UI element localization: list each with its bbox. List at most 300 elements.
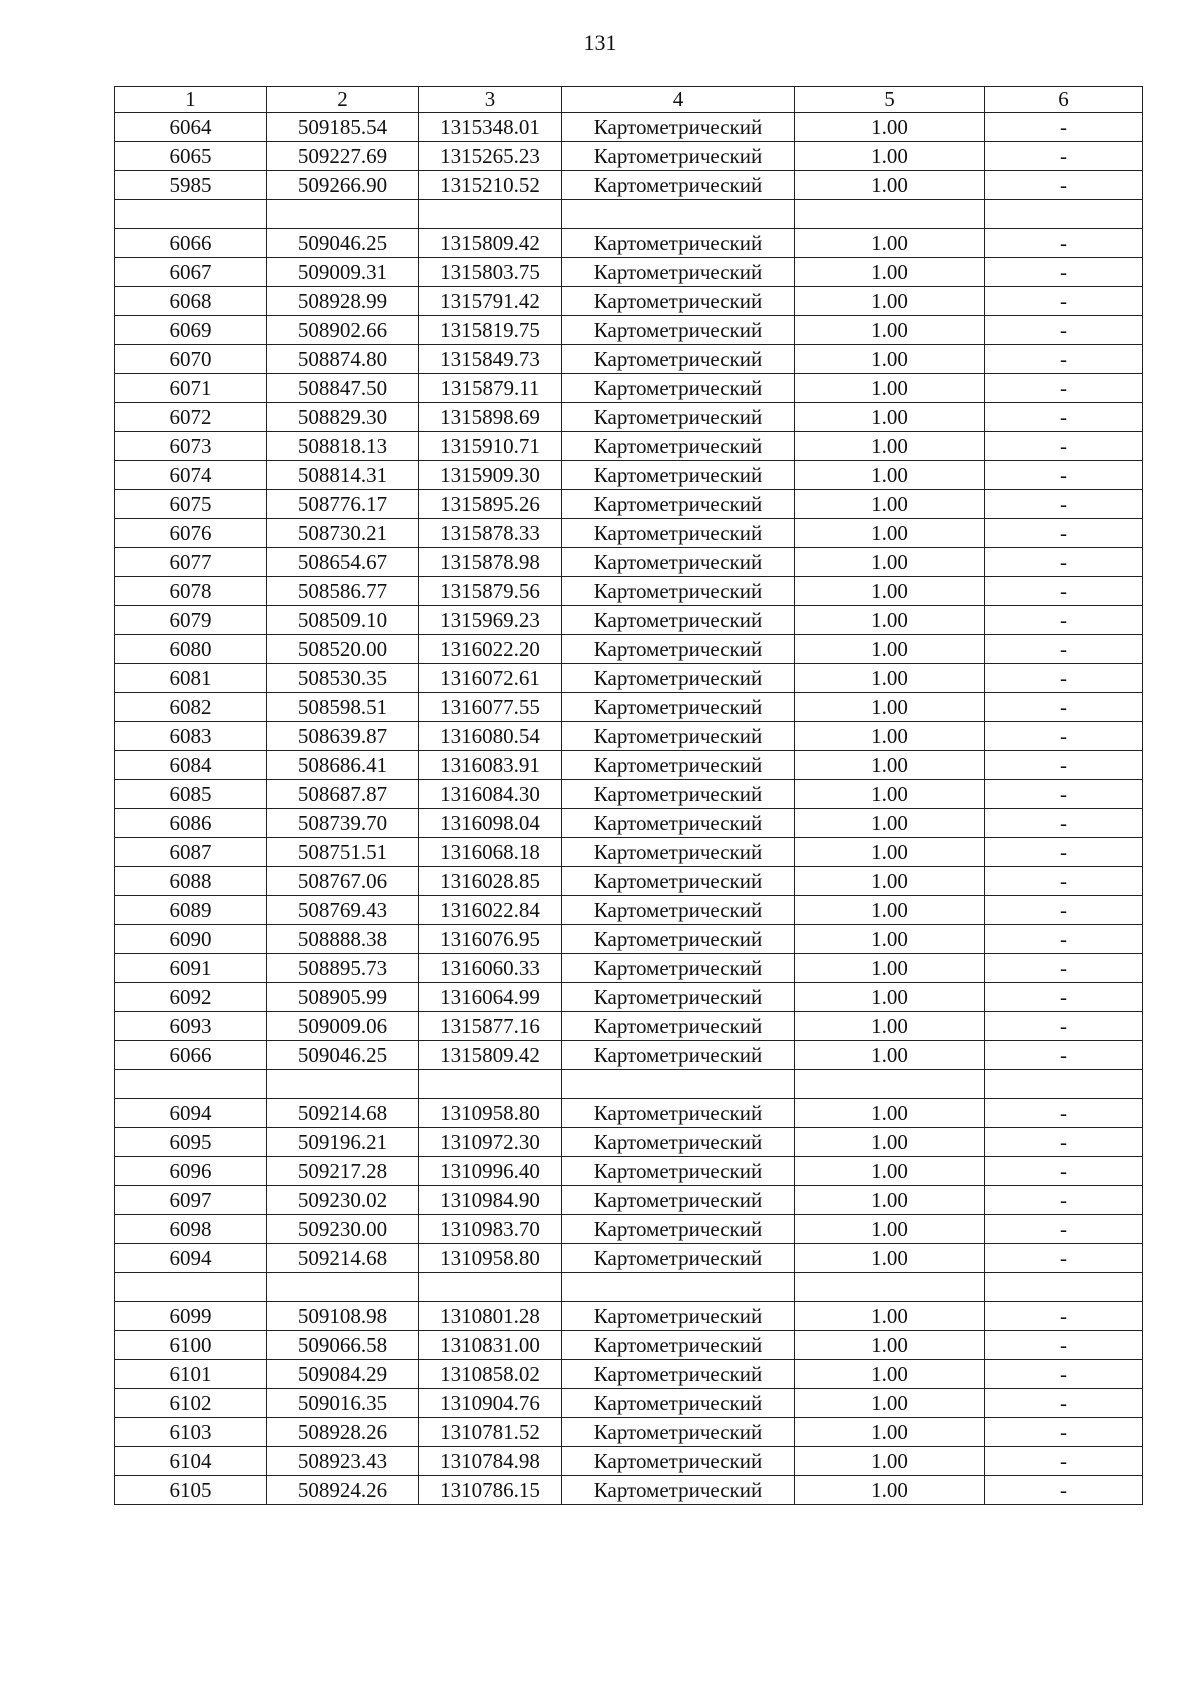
accuracy-cell: 1.00 <box>795 1041 985 1070</box>
point-number-cell: 6064 <box>115 113 267 142</box>
point-number-cell: 6100 <box>115 1331 267 1360</box>
description-cell: - <box>985 1128 1143 1157</box>
description-cell: - <box>985 1418 1143 1447</box>
point-number-cell: 6094 <box>115 1244 267 1273</box>
point-number-cell: 6066 <box>115 229 267 258</box>
method-cell: Картометрический <box>562 693 795 722</box>
x-coordinate-cell: 509046.25 <box>267 229 419 258</box>
x-coordinate-cell: 508739.70 <box>267 809 419 838</box>
description-cell <box>985 1273 1143 1302</box>
point-number-cell: 5985 <box>115 171 267 200</box>
method-cell: Картометрический <box>562 1476 795 1505</box>
y-coordinate-cell: 1315878.98 <box>419 548 562 577</box>
y-coordinate-cell: 1316084.30 <box>419 780 562 809</box>
description-cell: - <box>985 287 1143 316</box>
method-cell: Картометрический <box>562 519 795 548</box>
y-coordinate-cell: 1316028.85 <box>419 867 562 896</box>
point-number-cell: 6104 <box>115 1447 267 1476</box>
accuracy-cell: 1.00 <box>795 1012 985 1041</box>
column-header: 6 <box>985 87 1143 113</box>
description-cell: - <box>985 635 1143 664</box>
table-row <box>115 896 1143 925</box>
description-cell: - <box>985 316 1143 345</box>
description-cell <box>985 1070 1143 1099</box>
table-row <box>115 142 1143 171</box>
x-coordinate-cell: 508686.41 <box>267 751 419 780</box>
x-coordinate-cell: 508687.87 <box>267 780 419 809</box>
table-header <box>115 87 1143 113</box>
point-number-cell: 6091 <box>115 954 267 983</box>
accuracy-cell: 1.00 <box>795 461 985 490</box>
description-cell: - <box>985 490 1143 519</box>
x-coordinate-cell: 508895.73 <box>267 954 419 983</box>
y-coordinate-cell: 1315210.52 <box>419 171 562 200</box>
x-coordinate-cell: 508905.99 <box>267 983 419 1012</box>
description-cell <box>985 200 1143 229</box>
method-cell: Картометрический <box>562 229 795 258</box>
method-cell: Картометрический <box>562 838 795 867</box>
table-row <box>115 1070 1143 1099</box>
table-row <box>115 1041 1143 1070</box>
x-coordinate-cell <box>267 1070 419 1099</box>
accuracy-cell: 1.00 <box>795 1331 985 1360</box>
method-cell: Картометрический <box>562 780 795 809</box>
y-coordinate-cell: 1315879.56 <box>419 577 562 606</box>
accuracy-cell <box>795 1273 985 1302</box>
method-cell: Картометрический <box>562 432 795 461</box>
description-cell: - <box>985 1041 1143 1070</box>
x-coordinate-cell: 508928.99 <box>267 287 419 316</box>
method-cell: Картометрический <box>562 722 795 751</box>
table-row <box>115 983 1143 1012</box>
method-cell: Картометрический <box>562 1099 795 1128</box>
x-coordinate-cell: 508520.00 <box>267 635 419 664</box>
point-number-cell: 6066 <box>115 1041 267 1070</box>
description-cell: - <box>985 1476 1143 1505</box>
accuracy-cell: 1.00 <box>795 287 985 316</box>
y-coordinate-cell: 1315878.33 <box>419 519 562 548</box>
x-coordinate-cell: 508730.21 <box>267 519 419 548</box>
point-number-cell: 6083 <box>115 722 267 751</box>
accuracy-cell <box>795 200 985 229</box>
accuracy-cell: 1.00 <box>795 316 985 345</box>
method-cell: Картометрический <box>562 1331 795 1360</box>
y-coordinate-cell: 1316072.61 <box>419 664 562 693</box>
accuracy-cell: 1.00 <box>795 693 985 722</box>
point-number-cell: 6087 <box>115 838 267 867</box>
y-coordinate-cell: 1316098.04 <box>419 809 562 838</box>
description-cell: - <box>985 809 1143 838</box>
table-row <box>115 867 1143 896</box>
x-coordinate-cell: 508923.43 <box>267 1447 419 1476</box>
point-number-cell: 6088 <box>115 867 267 896</box>
header-row <box>115 87 1143 113</box>
point-number-cell: 6081 <box>115 664 267 693</box>
method-cell: Картометрический <box>562 1215 795 1244</box>
method-cell: Картометрический <box>562 548 795 577</box>
x-coordinate-cell: 509066.58 <box>267 1331 419 1360</box>
y-coordinate-cell: 1315909.30 <box>419 461 562 490</box>
method-cell: Картометрический <box>562 983 795 1012</box>
x-coordinate-cell: 508888.38 <box>267 925 419 954</box>
x-coordinate-cell: 508928.26 <box>267 1418 419 1447</box>
coordinates-table <box>114 86 1143 1505</box>
description-cell: - <box>985 1186 1143 1215</box>
table-row <box>115 1012 1143 1041</box>
point-number-cell: 6095 <box>115 1128 267 1157</box>
column-header: 3 <box>419 87 562 113</box>
y-coordinate-cell: 1316080.54 <box>419 722 562 751</box>
point-number-cell: 6071 <box>115 374 267 403</box>
description-cell: - <box>985 142 1143 171</box>
method-cell: Картометрический <box>562 1157 795 1186</box>
y-coordinate-cell: 1316068.18 <box>419 838 562 867</box>
x-coordinate-cell: 508598.51 <box>267 693 419 722</box>
accuracy-cell: 1.00 <box>795 490 985 519</box>
method-cell: Картометрический <box>562 577 795 606</box>
x-coordinate-cell: 508586.77 <box>267 577 419 606</box>
x-coordinate-cell <box>267 1273 419 1302</box>
y-coordinate-cell: 1315348.01 <box>419 113 562 142</box>
description-cell: - <box>985 983 1143 1012</box>
point-number-cell: 6080 <box>115 635 267 664</box>
y-coordinate-cell: 1316076.95 <box>419 925 562 954</box>
x-coordinate-cell: 508654.67 <box>267 548 419 577</box>
y-coordinate-cell <box>419 200 562 229</box>
accuracy-cell: 1.00 <box>795 258 985 287</box>
table-row <box>115 635 1143 664</box>
accuracy-cell: 1.00 <box>795 664 985 693</box>
y-coordinate-cell: 1316060.33 <box>419 954 562 983</box>
accuracy-cell: 1.00 <box>795 722 985 751</box>
method-cell: Картометрический <box>562 345 795 374</box>
description-cell: - <box>985 606 1143 635</box>
accuracy-cell: 1.00 <box>795 345 985 374</box>
table-row <box>115 519 1143 548</box>
table-row <box>115 287 1143 316</box>
y-coordinate-cell: 1315809.42 <box>419 1041 562 1070</box>
accuracy-cell: 1.00 <box>795 896 985 925</box>
table-row <box>115 577 1143 606</box>
x-coordinate-cell: 508767.06 <box>267 867 419 896</box>
x-coordinate-cell: 508769.43 <box>267 896 419 925</box>
method-cell: Картометрический <box>562 606 795 635</box>
table-row <box>115 1273 1143 1302</box>
x-coordinate-cell: 508639.87 <box>267 722 419 751</box>
point-number-cell: 6097 <box>115 1186 267 1215</box>
accuracy-cell: 1.00 <box>795 606 985 635</box>
y-coordinate-cell: 1316083.91 <box>419 751 562 780</box>
table-row <box>115 461 1143 490</box>
table-row <box>115 780 1143 809</box>
accuracy-cell: 1.00 <box>795 403 985 432</box>
y-coordinate-cell: 1310831.00 <box>419 1331 562 1360</box>
accuracy-cell: 1.00 <box>795 983 985 1012</box>
x-coordinate-cell <box>267 200 419 229</box>
table-row <box>115 229 1143 258</box>
description-cell: - <box>985 954 1143 983</box>
y-coordinate-cell: 1310904.76 <box>419 1389 562 1418</box>
x-coordinate-cell: 509230.00 <box>267 1215 419 1244</box>
description-cell: - <box>985 1244 1143 1273</box>
y-coordinate-cell: 1315791.42 <box>419 287 562 316</box>
table-row <box>115 1128 1143 1157</box>
x-coordinate-cell: 509217.28 <box>267 1157 419 1186</box>
description-cell: - <box>985 548 1143 577</box>
point-number-cell: 6082 <box>115 693 267 722</box>
method-cell: Картометрический <box>562 1041 795 1070</box>
method-cell: Картометрический <box>562 403 795 432</box>
y-coordinate-cell: 1315819.75 <box>419 316 562 345</box>
table-row <box>115 316 1143 345</box>
x-coordinate-cell: 509185.54 <box>267 113 419 142</box>
accuracy-cell: 1.00 <box>795 1360 985 1389</box>
accuracy-cell: 1.00 <box>795 954 985 983</box>
x-coordinate-cell: 508776.17 <box>267 490 419 519</box>
table-row <box>115 1157 1143 1186</box>
point-number-cell: 6072 <box>115 403 267 432</box>
table-row <box>115 925 1143 954</box>
description-cell: - <box>985 229 1143 258</box>
accuracy-cell: 1.00 <box>795 1244 985 1273</box>
table-row <box>115 374 1143 403</box>
y-coordinate-cell <box>419 1070 562 1099</box>
accuracy-cell: 1.00 <box>795 432 985 461</box>
point-number-cell: 6078 <box>115 577 267 606</box>
y-coordinate-cell: 1310858.02 <box>419 1360 562 1389</box>
point-number-cell: 6089 <box>115 896 267 925</box>
description-cell: - <box>985 1012 1143 1041</box>
table-row <box>115 606 1143 635</box>
point-number-cell: 6094 <box>115 1099 267 1128</box>
description-cell: - <box>985 403 1143 432</box>
y-coordinate-cell: 1310801.28 <box>419 1302 562 1331</box>
description-cell: - <box>985 780 1143 809</box>
description-cell: - <box>985 432 1143 461</box>
description-cell: - <box>985 1157 1143 1186</box>
accuracy-cell: 1.00 <box>795 1447 985 1476</box>
x-coordinate-cell: 508818.13 <box>267 432 419 461</box>
column-header: 2 <box>267 87 419 113</box>
x-coordinate-cell: 508751.51 <box>267 838 419 867</box>
point-number-cell: 6092 <box>115 983 267 1012</box>
table-row <box>115 722 1143 751</box>
point-number-cell: 6093 <box>115 1012 267 1041</box>
x-coordinate-cell: 508874.80 <box>267 345 419 374</box>
table-row <box>115 490 1143 519</box>
method-cell <box>562 200 795 229</box>
point-number-cell: 6103 <box>115 1418 267 1447</box>
y-coordinate-cell: 1316077.55 <box>419 693 562 722</box>
accuracy-cell: 1.00 <box>795 751 985 780</box>
description-cell: - <box>985 693 1143 722</box>
point-number-cell: 6084 <box>115 751 267 780</box>
point-number-cell: 6074 <box>115 461 267 490</box>
description-cell: - <box>985 925 1143 954</box>
y-coordinate-cell: 1310781.52 <box>419 1418 562 1447</box>
point-number-cell: 6098 <box>115 1215 267 1244</box>
y-coordinate-cell: 1315809.42 <box>419 229 562 258</box>
y-coordinate-cell: 1315898.69 <box>419 403 562 432</box>
x-coordinate-cell: 509214.68 <box>267 1244 419 1273</box>
x-coordinate-cell: 509084.29 <box>267 1360 419 1389</box>
accuracy-cell: 1.00 <box>795 809 985 838</box>
x-coordinate-cell: 508924.26 <box>267 1476 419 1505</box>
y-coordinate-cell: 1316022.20 <box>419 635 562 664</box>
method-cell: Картометрический <box>562 809 795 838</box>
accuracy-cell: 1.00 <box>795 838 985 867</box>
point-number-cell: 6086 <box>115 809 267 838</box>
y-coordinate-cell: 1315879.11 <box>419 374 562 403</box>
description-cell: - <box>985 345 1143 374</box>
y-coordinate-cell: 1315969.23 <box>419 606 562 635</box>
point-number-cell: 6096 <box>115 1157 267 1186</box>
table-row <box>115 345 1143 374</box>
column-header: 4 <box>562 87 795 113</box>
accuracy-cell: 1.00 <box>795 374 985 403</box>
x-coordinate-cell: 509046.25 <box>267 1041 419 1070</box>
y-coordinate-cell <box>419 1273 562 1302</box>
y-coordinate-cell: 1316064.99 <box>419 983 562 1012</box>
x-coordinate-cell: 508509.10 <box>267 606 419 635</box>
description-cell: - <box>985 577 1143 606</box>
method-cell: Картометрический <box>562 113 795 142</box>
page-number: 131 <box>583 30 617 55</box>
accuracy-cell: 1.00 <box>795 1157 985 1186</box>
accuracy-cell: 1.00 <box>795 1128 985 1157</box>
x-coordinate-cell: 508829.30 <box>267 403 419 432</box>
point-number-cell: 6065 <box>115 142 267 171</box>
table-row <box>115 1244 1143 1273</box>
x-coordinate-cell: 509214.68 <box>267 1099 419 1128</box>
method-cell: Картометрический <box>562 1128 795 1157</box>
accuracy-cell: 1.00 <box>795 1418 985 1447</box>
point-number-cell: 6085 <box>115 780 267 809</box>
description-cell: - <box>985 1389 1143 1418</box>
table-row <box>115 548 1143 577</box>
method-cell: Картометрический <box>562 1418 795 1447</box>
table-body <box>115 113 1143 1505</box>
x-coordinate-cell: 509230.02 <box>267 1186 419 1215</box>
description-cell: - <box>985 722 1143 751</box>
table-row <box>115 693 1143 722</box>
point-number-cell: 6069 <box>115 316 267 345</box>
accuracy-cell: 1.00 <box>795 1099 985 1128</box>
point-number-cell: 6068 <box>115 287 267 316</box>
description-cell: - <box>985 258 1143 287</box>
x-coordinate-cell: 508902.66 <box>267 316 419 345</box>
table-row <box>115 1215 1143 1244</box>
description-cell: - <box>985 838 1143 867</box>
y-coordinate-cell: 1310996.40 <box>419 1157 562 1186</box>
method-cell: Картометрический <box>562 1244 795 1273</box>
point-number-cell <box>115 1070 267 1099</box>
x-coordinate-cell: 509227.69 <box>267 142 419 171</box>
method-cell: Картометрический <box>562 142 795 171</box>
x-coordinate-cell: 509196.21 <box>267 1128 419 1157</box>
table-row <box>115 809 1143 838</box>
x-coordinate-cell: 509108.98 <box>267 1302 419 1331</box>
table-row <box>115 1476 1143 1505</box>
accuracy-cell: 1.00 <box>795 577 985 606</box>
point-number-cell: 6102 <box>115 1389 267 1418</box>
table-row <box>115 258 1143 287</box>
method-cell: Картометрический <box>562 896 795 925</box>
table-row <box>115 403 1143 432</box>
column-header: 5 <box>795 87 985 113</box>
y-coordinate-cell: 1315265.23 <box>419 142 562 171</box>
point-number-cell <box>115 1273 267 1302</box>
description-cell: - <box>985 171 1143 200</box>
y-coordinate-cell: 1310958.80 <box>419 1244 562 1273</box>
description-cell: - <box>985 461 1143 490</box>
y-coordinate-cell: 1315803.75 <box>419 258 562 287</box>
method-cell: Картометрический <box>562 1302 795 1331</box>
method-cell: Картометрический <box>562 171 795 200</box>
method-cell: Картометрический <box>562 316 795 345</box>
y-coordinate-cell: 1310784.98 <box>419 1447 562 1476</box>
accuracy-cell: 1.00 <box>795 1389 985 1418</box>
method-cell: Картометрический <box>562 1012 795 1041</box>
x-coordinate-cell: 509266.90 <box>267 171 419 200</box>
method-cell: Картометрический <box>562 1389 795 1418</box>
accuracy-cell: 1.00 <box>795 548 985 577</box>
method-cell: Картометрический <box>562 287 795 316</box>
y-coordinate-cell: 1310958.80 <box>419 1099 562 1128</box>
y-coordinate-cell: 1315877.16 <box>419 1012 562 1041</box>
table-row <box>115 838 1143 867</box>
method-cell: Картометрический <box>562 954 795 983</box>
accuracy-cell: 1.00 <box>795 780 985 809</box>
x-coordinate-cell: 509016.35 <box>267 1389 419 1418</box>
description-cell: - <box>985 867 1143 896</box>
description-cell: - <box>985 113 1143 142</box>
table-row <box>115 1418 1143 1447</box>
method-cell: Картометрический <box>562 867 795 896</box>
y-coordinate-cell: 1315895.26 <box>419 490 562 519</box>
method-cell <box>562 1273 795 1302</box>
method-cell: Картометрический <box>562 461 795 490</box>
description-cell: - <box>985 1360 1143 1389</box>
point-number-cell: 6090 <box>115 925 267 954</box>
method-cell: Картометрический <box>562 925 795 954</box>
table-row <box>115 200 1143 229</box>
description-cell: - <box>985 664 1143 693</box>
description-cell: - <box>985 1099 1143 1128</box>
method-cell: Картометрический <box>562 751 795 780</box>
method-cell: Картометрический <box>562 1186 795 1215</box>
x-coordinate-cell: 508847.50 <box>267 374 419 403</box>
table-row <box>115 1360 1143 1389</box>
table-row <box>115 751 1143 780</box>
table-row <box>115 1099 1143 1128</box>
description-cell: - <box>985 1447 1143 1476</box>
method-cell: Картометрический <box>562 490 795 519</box>
y-coordinate-cell: 1315849.73 <box>419 345 562 374</box>
point-number-cell: 6075 <box>115 490 267 519</box>
method-cell: Картометрический <box>562 1447 795 1476</box>
description-cell: - <box>985 1331 1143 1360</box>
accuracy-cell: 1.00 <box>795 635 985 664</box>
table-row <box>115 1302 1143 1331</box>
y-coordinate-cell: 1310983.70 <box>419 1215 562 1244</box>
table-row <box>115 1331 1143 1360</box>
point-number-cell: 6067 <box>115 258 267 287</box>
accuracy-cell: 1.00 <box>795 171 985 200</box>
point-number-cell: 6099 <box>115 1302 267 1331</box>
method-cell: Картометрический <box>562 635 795 664</box>
x-coordinate-cell: 508530.35 <box>267 664 419 693</box>
